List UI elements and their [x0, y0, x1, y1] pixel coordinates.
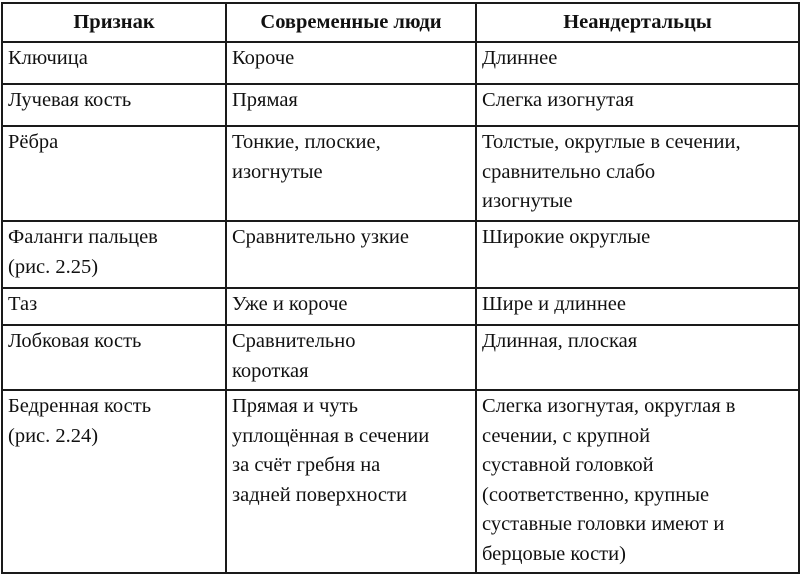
cell-modern: Прямая и чуть уплощённая в сечении за счёт гребня на задней поверхности — [226, 390, 476, 573]
table-row — [2, 126, 799, 221]
cell-neanderthal: Широкие округлые — [476, 221, 799, 288]
header-row — [2, 3, 799, 42]
table-row — [2, 390, 799, 573]
cell-neanderthal: Длиннее — [476, 42, 799, 84]
cell-neanderthal: Толстые, округлые в сечении, сравнительно слабо изогнутые — [476, 126, 799, 221]
table-row — [2, 325, 799, 390]
header-neanderthals: Неандертальцы — [476, 3, 799, 42]
cell-feature: Ключица — [2, 42, 226, 84]
cell-modern: Сравнительно короткая — [226, 325, 476, 390]
cell-feature: Лучевая кость — [2, 84, 226, 126]
cell-neanderthal: Шире и длиннее — [476, 288, 799, 325]
table-row — [2, 42, 799, 84]
cell-feature: Лобковая кость — [2, 325, 226, 390]
cell-modern: Короче — [226, 42, 476, 84]
comparison-table — [1, 2, 800, 574]
cell-neanderthal: Слегка изогнутая — [476, 84, 799, 126]
table-row — [2, 288, 799, 325]
cell-neanderthal: Длинная, плоская — [476, 325, 799, 390]
cell-feature: Таз — [2, 288, 226, 325]
cell-modern: Прямая — [226, 84, 476, 126]
cell-feature: Фаланги пальцев (рис. 2.25) — [2, 221, 226, 288]
header-modern-humans: Современные люди — [226, 3, 476, 42]
cell-modern: Сравнительно узкие — [226, 221, 476, 288]
header-feature: Признак — [2, 3, 226, 42]
cell-modern: Тонкие, плоские, изогнутые — [226, 126, 476, 221]
table-row — [2, 221, 799, 288]
cell-feature: Рёбра — [2, 126, 226, 221]
table-row — [2, 84, 799, 126]
cell-neanderthal: Слегка изогнутая, округлая в сечении, с крупной суставной головкой (соответственно, крупные суставные головки имеют и берцовые кости) — [476, 390, 799, 573]
cell-modern: Уже и короче — [226, 288, 476, 325]
cell-feature: Бедренная кость (рис. 2.24) — [2, 390, 226, 573]
